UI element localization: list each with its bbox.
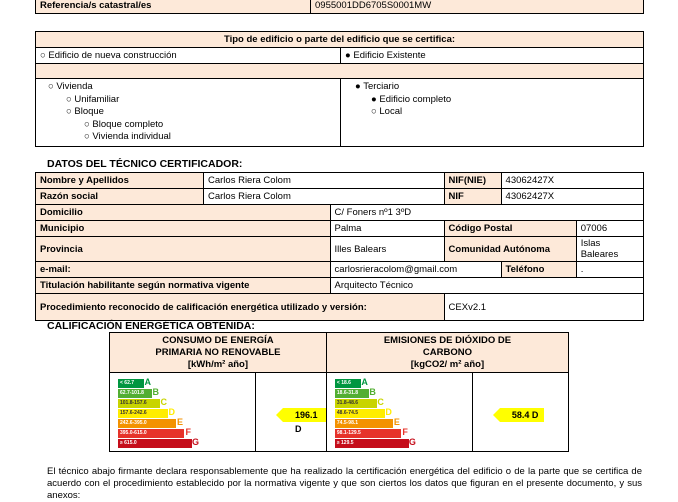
provincia-value: Illes Balears: [330, 237, 444, 262]
domicilio-label: Domicilio: [36, 205, 331, 221]
scale-letter: B: [369, 387, 376, 397]
titulacion-value: Arquitecto Técnico: [330, 278, 643, 294]
scale-range: 395.0-615.0: [120, 430, 147, 436]
scale-letter: F: [185, 427, 191, 437]
tipo-edificio-table: [35, 31, 644, 147]
vivienda-cell: [36, 79, 341, 147]
cp-value: 07006: [576, 221, 643, 237]
opt-vivienda: ○ Vivienda: [48, 81, 93, 92]
opt-vivienda-individual: ○ Vivienda individual: [84, 131, 171, 142]
consumo-scale: [110, 373, 256, 452]
tel-value: .: [576, 262, 643, 278]
emisiones-value-cell: [472, 373, 568, 452]
scale-bar-a: [118, 377, 151, 388]
opt-terciario: ● Terciario: [355, 81, 400, 92]
consumo-value-cell: [256, 373, 327, 452]
scale-range: 98.1-129.5: [336, 430, 361, 436]
nombre-label: Nombre y Apellidos: [36, 173, 204, 189]
proc-label: Procedimiento reconocido de calificación energética utilizado y versión:: [36, 294, 445, 321]
scale-bar-g: [118, 437, 199, 448]
calificacion-title: CALIFICACIÓN ENERGÉTICA OBTENIDA:: [47, 320, 255, 332]
calificacion-table: [109, 332, 569, 452]
opt-unifamiliar: ○ Unifamiliar: [66, 93, 120, 105]
municipio-value: Palma: [330, 221, 444, 237]
opt-existente: ● Edificio Existente: [341, 48, 644, 64]
scale-bar-e: [118, 417, 183, 428]
cp-label: Código Postal: [444, 221, 576, 237]
scale-range: 74.5-98.1: [336, 420, 359, 426]
ca-label: Comunidad Autónoma: [444, 237, 576, 262]
emisiones-header: [326, 333, 568, 373]
scale-bar-a: [335, 377, 368, 388]
scale-bar-d: [335, 407, 392, 418]
opt-bloque: ○ Bloque: [66, 106, 104, 117]
scale-letter: G: [191, 437, 199, 447]
emisiones-unit: [kgCO2/ m² año]: [410, 358, 485, 370]
scale-letter: E: [176, 417, 183, 427]
scale-range: 48.6-74.5: [336, 410, 359, 416]
titulacion-label: Titulación habilitante según normativa vigente: [36, 278, 331, 294]
scale-letter: A: [361, 377, 368, 387]
scale-letter: F: [402, 427, 408, 437]
scale-range: 157.6-242.6: [120, 410, 147, 416]
scale-letter: C: [377, 397, 384, 407]
terciario-cell: [341, 79, 644, 147]
declaration-text: El técnico abajo firmante declara responsablemente que ha realizado la certificación energética del edificio o de la parte que se certifica de acuerdo con el procedimiento establecido por la normativa vigente y que son ciertos los datos que figuran en el presente documento, y sus anexos:: [47, 466, 642, 501]
scale-range: < 18.6: [336, 380, 351, 386]
scale-bar-e: [335, 417, 400, 428]
scale-range: < 62.7: [120, 380, 135, 386]
emisiones-head-text: EMISIONES DE DIÓXIDO DE CARBONO: [383, 334, 512, 358]
provincia-label: Provincia: [36, 237, 331, 262]
opt-bloque-completo: ○ Bloque completo: [84, 118, 164, 130]
scale-bar-d: [118, 407, 175, 418]
scale-bar-c: [118, 397, 167, 408]
razon-value: Carlos Riera Colom: [204, 189, 445, 205]
scale-bar-b: [118, 387, 159, 398]
email-value: carlosrieracolom@gmail.com: [330, 262, 501, 278]
consumo-head-text: CONSUMO DE ENERGÍA PRIMARIA NO RENOVABLE: [155, 334, 281, 358]
consumo-header: [110, 333, 327, 373]
domicilio-value: C/ Foners nº1 3ºD: [330, 205, 643, 221]
emisiones-arrow: 58.4 D: [500, 408, 545, 422]
tel-label: Teléfono: [501, 262, 576, 278]
ca-value: Islas Baleares: [576, 237, 643, 262]
proc-value: CEXv2.1: [444, 294, 643, 321]
ref-label: Referencia/s catastral/es: [36, 0, 311, 14]
nifnie-label: NIF(NIE): [444, 173, 501, 189]
nif-label: NIF: [444, 189, 501, 205]
nif-value: 43062427X: [501, 189, 643, 205]
scale-letter: E: [393, 417, 400, 427]
scale-letter: D: [168, 407, 175, 417]
opt-local: ○ Local: [371, 106, 403, 117]
nifnie-value: 43062427X: [501, 173, 643, 189]
scale-letter: D: [385, 407, 392, 417]
scale-letter: A: [144, 377, 151, 387]
consumo-arrow: 196.1 D: [283, 408, 326, 422]
scale-letter: C: [160, 397, 167, 407]
opt-nueva: ○ Edificio de nueva construcción: [36, 48, 341, 64]
scale-range: ≥ 129.5: [336, 440, 354, 446]
emisiones-scale: [326, 373, 472, 452]
tecnico-table: [35, 172, 644, 321]
consumo-unit: [kWh/m² año]: [187, 358, 249, 370]
tipo-header: Tipo de edificio o parte del edificio que se certifica:: [36, 32, 644, 48]
scale-range: 62.7-101.8: [120, 390, 144, 396]
scale-range: 18.6-31.8: [336, 390, 359, 396]
tipo-spacer: [36, 64, 644, 79]
scale-bar-f: [118, 427, 191, 438]
municipio-label: Municipio: [36, 221, 331, 237]
scale-bar-g: [335, 437, 416, 448]
scale-range: 31.8-48.6: [336, 400, 359, 406]
scale-bar-f: [335, 427, 408, 438]
referencia-table: [35, 0, 644, 14]
nombre-value: Carlos Riera Colom: [204, 173, 445, 189]
scale-range: 242.6-395.0: [120, 420, 147, 426]
razon-label: Razón social: [36, 189, 204, 205]
scale-range: ≥ 615.0: [120, 440, 137, 446]
email-label: e-mail:: [36, 262, 331, 278]
scale-letter: B: [152, 387, 159, 397]
scale-range: 101.8-157.6: [120, 400, 147, 406]
scale-bar-b: [335, 387, 376, 398]
ref-value: 0955001DD6705S0001MW: [311, 0, 644, 14]
scale-bar-c: [335, 397, 384, 408]
tecnico-title: DATOS DEL TÉCNICO CERTIFICADOR:: [47, 158, 243, 170]
scale-letter: G: [408, 437, 416, 447]
opt-edificio-completo: ● Edificio completo: [371, 93, 452, 105]
